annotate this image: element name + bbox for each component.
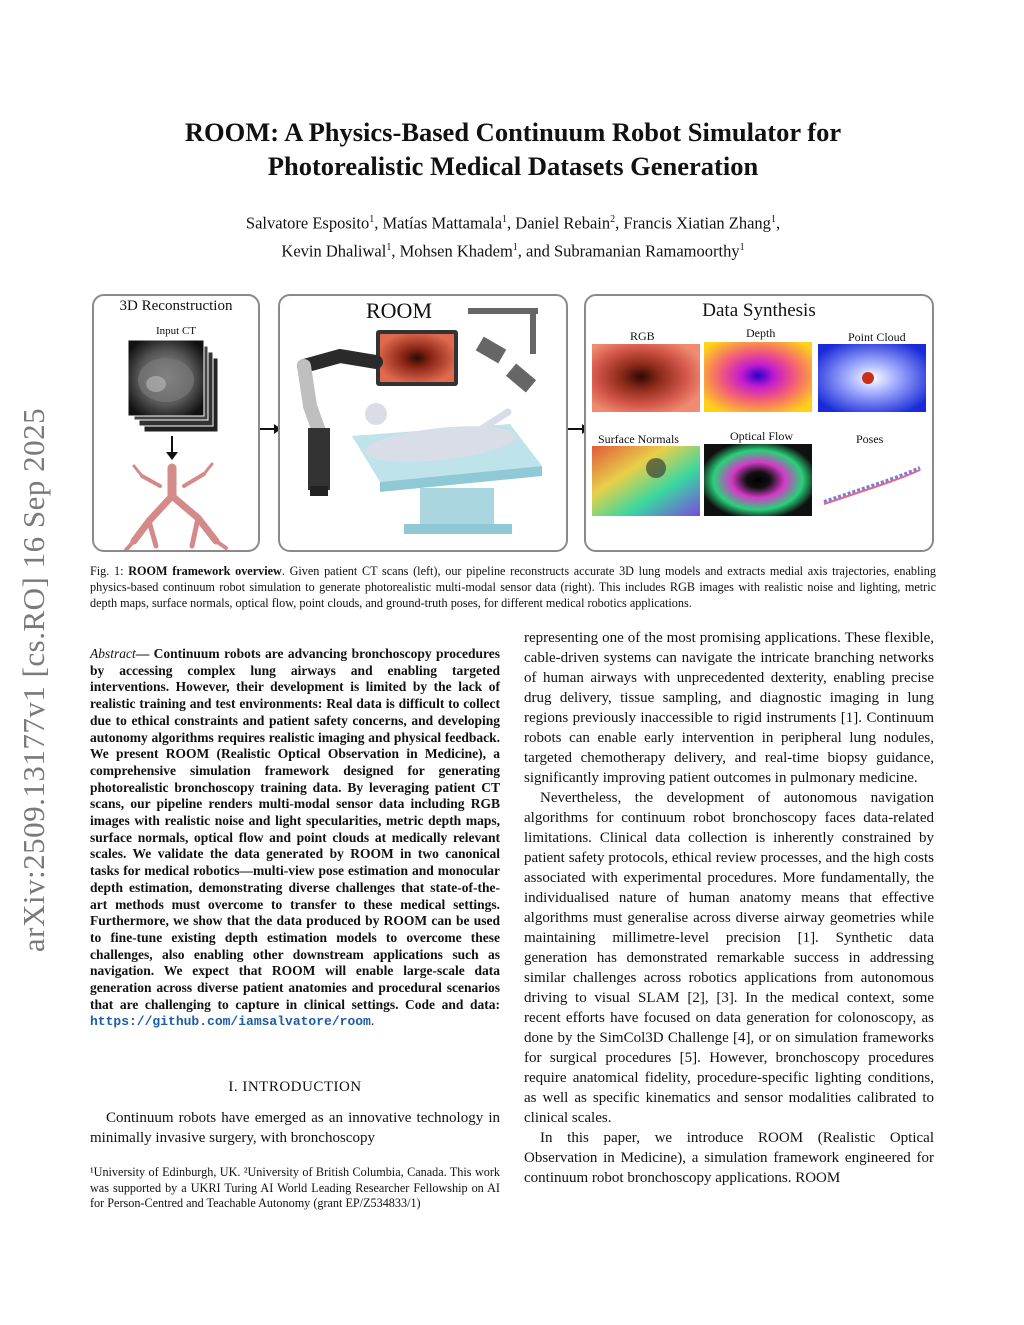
figure-caption: Fig. 1: ROOM framework overview. Given patient CT scans (left), our pipeline reconstructs accurate 3D lung models and extracts medial axis trajectories, enabling physics-based continuum robot simulation to generate photorealistic multi-modal sensor data (right). This includes RGB images with realistic noise and lighting, metric depth maps, surface normals, optical flow, point clouds, and ground-truth poses, for different medical robotics applications. xyxy=(90,564,936,610)
tile-label-surface-normals: Surface Normals xyxy=(598,432,679,446)
monitor xyxy=(376,330,458,386)
paragraph-1: representing one of the most promising applications. These flexible, cable-driven systems can navigate the intricate branching networks of human airways with unprecedented dexterity, enabling precise drug delivery, tissue sampling, and diagnostic imaging in lung regions previously inaccessible to rigid instruments [1]. Continuum robots can enable early intervention in peripheral lung nodules, targeted chemotherapy delivery, and real-time biopsy guidance, significantly improving patient outcomes in pulmonary medicine. xyxy=(524,630,934,786)
title-line-1: ROOM: A Physics-Based Continuum Robot Simulator for xyxy=(184,117,842,147)
point-cloud-marker xyxy=(862,372,874,384)
poses-trajectory xyxy=(824,468,920,504)
optical-flow-tile xyxy=(704,444,812,516)
panel-title-synthesis: Data Synthesis xyxy=(702,300,816,321)
robot-arm xyxy=(304,356,376,496)
tile-label-rgb: RGB xyxy=(630,329,655,343)
ct-and-lung-illustration xyxy=(94,336,258,552)
ct-slice-stack xyxy=(128,340,218,432)
figure-1 xyxy=(90,292,936,554)
paper-title xyxy=(130,115,896,183)
panel-3d-reconstruction xyxy=(92,294,260,552)
panel-room xyxy=(278,294,568,552)
arxiv-identifier: arXiv:2509.13177v1 [cs.RO] 16 Sep 2025 xyxy=(16,407,51,953)
paragraph-2: Nevertheless, the development of autonomous navigation algorithms for continuum robot bronchoscopy faces data-related limitations. Clinical data collection is inherently constrained by patient safety protocols, ethical review processes, and the high costs associated with experimental procedures. More fundamentally, the individualised nature of human anatomy means that effective algorithms must generalise across diverse airway geometries while maintaining millimetre-level precision [1]. Synthetic data generation has demonstrated remarkable success in addressing similar challenges across robotics applications from autonomous driving to visual SLAM [2], [3]. In the medical context, some recent efforts have focused on data generation for colonoscopy, as done by the SimCol3D Challenge [4], or on simulation frameworks for surgical procedures [5]. However, bronchoscopy procedures require anatomical fidelity, procedure-specific lighting conditions, as well as specific kinematics and sensor modalities calibrated to clinical scales. xyxy=(524,790,934,1126)
author-line-1: Salvatore Esposito$^1$, Matías Mattamala$^1$, Daniel Rebain$^2$, Francis Xiatian Zhang$^1$, xyxy=(245,213,781,233)
paragraph-3: In this paper, we introduce ROOM (Realistic Optical Observation in Medicine), a simulation framework engineered for continuum robot bronchoscopy applications. ROOM xyxy=(524,1130,934,1186)
surgical-lamp xyxy=(468,308,538,392)
abstract-text: Continuum robots are advancing bronchoscopy procedures by accessing complex lung airways and enabling targeted interventions. However, their development is limited by the lack of realistic training and test environments: Real data is difficult to collect due to ethical constraints and patient safety concerns, and developing autonomy algorithms requires realistic imaging and physical feedback. We present ROOM (Realistic Optical Observation in Medicine), a comprehensive simulation framework designed for generating photorealistic bronchoscopy training data. By leveraging patient CT scans, our pipeline renders multi-modal sensor data including RGB images with realistic noise and light specularities, metric depth maps, surface normals, optical flow and point clouds at medically relevant scales. We validate the data generated by ROOM in two canonical tasks for medical robotics—multi-view pose estimation and monocular depth estimation, demonstrating diverse challenges that state-of-the-art methods must overcome to transfer to these medical settings. Furthermore, we show that the data produced by ROOM can be used to fine-tune existing depth estimation models to overcome these challenges, also enabling other downstream applications such as navigation. We expect that ROOM will enable large-scale data generation across diverse patient anatomies and procedural scenarios that are challenging to capture in clinical settings. Code and data: xyxy=(90,646,500,1012)
author-list xyxy=(130,208,896,263)
input-ct-label: Input CT xyxy=(155,325,197,337)
intro-paragraph: Continuum robots have emerged as an innovative technology in minimally invasive surgery, with bronchoscopy xyxy=(90,1110,500,1146)
footnote: ¹University of Edinburgh, UK. ²University of British Columbia, Canada. This work was supported by a UKRI Turing AI World Leading Researcher Fellowship on AI for Person-Centred and Teachable Autonomy (grant EP/Z534833/1) xyxy=(90,1165,500,1210)
section-heading: I. INTRODUCTION xyxy=(228,1079,362,1095)
tile-label-optical-flow: Optical Flow xyxy=(730,429,793,443)
panel-title-reconstruction: 3D Reconstruction xyxy=(119,298,233,314)
right-column xyxy=(524,628,934,1188)
code-link[interactable]: https://github.com/iamsalvatore/room xyxy=(90,1014,371,1030)
lung-airway-model xyxy=(126,464,226,550)
title-line-2: Photorealistic Medical Datasets Generation xyxy=(267,151,759,181)
tile-label-depth: Depth xyxy=(746,326,776,340)
synthesis-tiles xyxy=(586,296,932,550)
author-line-2: Kevin Dhaliwal$^1$, Mohsen Khadem$^1$, and Subramanian Ramamoorthy$^1$ xyxy=(281,241,745,260)
panel-title-room: ROOM xyxy=(366,298,433,323)
abstract-label: Abstract xyxy=(90,646,136,661)
depth-tile xyxy=(704,342,812,412)
surface-normals-lumen xyxy=(646,458,666,478)
panel-data-synthesis xyxy=(584,294,934,552)
tile-label-point-cloud: Point Cloud xyxy=(848,330,906,344)
abstract: Abstract— Continuum robots are advancing bronchoscopy procedures by accessing complex lung airways and enabling targeted interventions. However, their development is limited by the lack of realistic training and test environments: Real data is difficult to collect due to ethical constraints and patient safety concerns, and developing autonomy algorithms requires realistic imaging and physical feedback. We present ROOM (Realistic Optical Observation in Medicine), a comprehensive simulation framework designed for generating photorealistic bronchoscopy training data. By leveraging patient CT scans, our pipeline renders multi-modal sensor data including RGB images with realistic noise and light specularities, metric depth maps, surface normals, optical flow and point clouds at medically relevant scales. We validate the data generated by ROOM in two canonical tasks for medical robotics—multi-view pose estimation and monocular depth estimation, demonstrating diverse challenges that state-of-the-art methods must overcome to transfer to these medical settings. Furthermore, we show that the data produced by ROOM can be used to fine-tune existing depth estimation models to overcome these challenges, also enabling other downstream applications such as navigation. We expect that ROOM will enable large-scale data generation across diverse patient anatomies and procedural scenarios that are challenging to capture in clinical settings. Code and data: https://github.com/iamsalvatore/room. xyxy=(90,646,500,1030)
down-arrow-icon xyxy=(166,436,178,460)
rgb-tile xyxy=(592,344,700,412)
robot-operating-room-illustration xyxy=(280,296,566,550)
tile-label-poses: Poses xyxy=(856,432,884,446)
surface-normals-tile xyxy=(592,446,700,516)
